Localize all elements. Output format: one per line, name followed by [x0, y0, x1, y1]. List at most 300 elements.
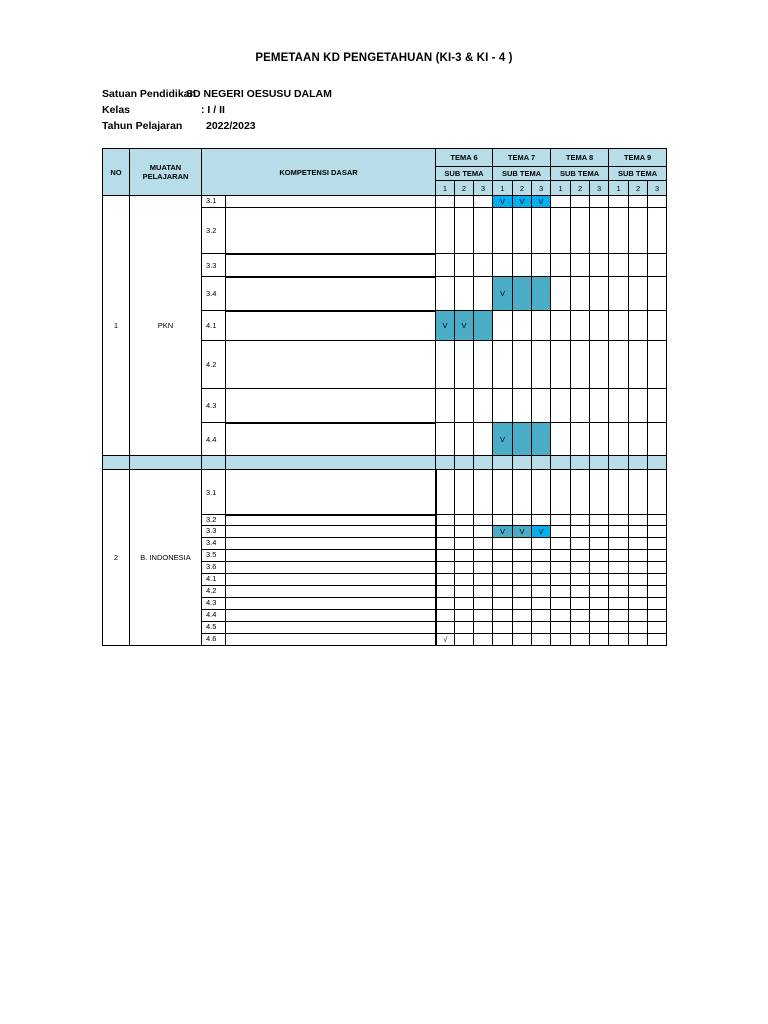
- sub-tema-cell: [590, 550, 609, 562]
- sub-tema-cell: [590, 389, 609, 423]
- sub-tema-cell: [629, 196, 648, 208]
- sub-tema-cell: [551, 550, 571, 562]
- sub-tema-cell: [629, 538, 648, 550]
- kd-number: 3.6: [202, 562, 226, 574]
- sub-tema-cell: [455, 515, 474, 526]
- sub-tema-cell: V: [493, 526, 513, 538]
- sub-tema-cell: [551, 470, 571, 515]
- sub-tema-cell: [629, 562, 648, 574]
- sub-tema-cell: [436, 538, 455, 550]
- sub-tema-cell: [571, 389, 590, 423]
- kd-row: [103, 470, 667, 515]
- sub-tema-cell: [648, 196, 667, 208]
- sub-tema-cell: [629, 389, 648, 423]
- sub-tema-cell: [455, 634, 474, 646]
- sub-tema-cell: [532, 515, 551, 526]
- sub-tema-cell: [532, 254, 551, 277]
- sub-tema-cell: [474, 470, 493, 515]
- separator-cell: [571, 456, 590, 470]
- sub-tema-cell: [629, 470, 648, 515]
- header-kompetensi-dasar: KOMPETENSI DASAR: [202, 149, 436, 196]
- sub-tema-cell: [590, 562, 609, 574]
- kd-number: 4.2: [202, 586, 226, 598]
- sub-tema-cell: [532, 622, 551, 634]
- row-muatan: PKN: [130, 196, 202, 456]
- kd-number: 3.1: [202, 196, 226, 208]
- sub-tema-cell: [455, 574, 474, 586]
- sub-tema-cell: [474, 389, 493, 423]
- value-kelas: : I / II: [201, 104, 225, 116]
- sub-tema-cell: [609, 470, 629, 515]
- sub-tema-cell: [493, 470, 513, 515]
- sub-tema-cell: [609, 634, 629, 646]
- sub-tema-cell: [493, 562, 513, 574]
- sub-tema-cell: [590, 470, 609, 515]
- sub-tema-cell: [532, 208, 551, 254]
- sub-tema-cell: [436, 196, 455, 208]
- sub-tema-cell: V: [436, 311, 455, 341]
- sub-tema-number: 1: [436, 181, 455, 196]
- sub-tema-cell: [609, 598, 629, 610]
- sub-tema-number: 2: [513, 181, 532, 196]
- sub-tema-cell: [493, 389, 513, 423]
- separator-cell: [474, 456, 493, 470]
- kd-number: 4.2: [202, 341, 226, 389]
- sub-tema-cell: [436, 598, 455, 610]
- sub-tema-cell: [590, 634, 609, 646]
- sub-tema-cell: [436, 389, 455, 423]
- sub-tema-cell: [532, 538, 551, 550]
- sub-tema-cell: [629, 550, 648, 562]
- header-tema-9: TEMA 9: [609, 149, 667, 167]
- sub-tema-cell: [513, 562, 532, 574]
- separator-cell: [513, 456, 532, 470]
- sub-tema-cell: [609, 562, 629, 574]
- kd-number: 3.2: [202, 208, 226, 254]
- sub-tema-cell: [474, 515, 493, 526]
- sub-tema-cell: [513, 622, 532, 634]
- sub-tema-cell: [436, 586, 455, 598]
- kd-description: [226, 515, 436, 526]
- sub-tema-cell: [532, 470, 551, 515]
- header-sub-tema: SUB TEMA: [609, 167, 667, 181]
- sub-tema-cell: [648, 586, 667, 598]
- sub-tema-cell: [551, 598, 571, 610]
- kd-number: 4.1: [202, 574, 226, 586]
- page-title: PEMETAAN KD PENGETAHUAN (KI-3 & KI - 4 ): [255, 52, 513, 64]
- sub-tema-cell: [436, 341, 455, 389]
- sub-tema-cell: [455, 598, 474, 610]
- header-sub-tema: SUB TEMA: [551, 167, 609, 181]
- kd-number: 4.6: [202, 634, 226, 646]
- sub-tema-cell: [532, 610, 551, 622]
- sub-tema-cell: [551, 277, 571, 311]
- sub-tema-cell: [455, 622, 474, 634]
- kd-number: 4.1: [202, 311, 226, 341]
- sub-tema-cell: [532, 389, 551, 423]
- sub-tema-cell: [513, 574, 532, 586]
- sub-tema-cell: [551, 389, 571, 423]
- sub-tema-cell: [571, 311, 590, 341]
- sub-tema-cell: V: [455, 311, 474, 341]
- kd-description: [226, 389, 436, 423]
- sub-tema-cell: [648, 389, 667, 423]
- sub-tema-cell: [648, 598, 667, 610]
- sub-tema-cell: [532, 311, 551, 341]
- separator-cell: [226, 456, 436, 470]
- value-satuan-pendidikan: SD NEGERI OESUSU DALAM: [186, 88, 332, 100]
- sub-tema-cell: [648, 470, 667, 515]
- sub-tema-cell: [513, 634, 532, 646]
- sub-tema-cell: [571, 470, 590, 515]
- sub-tema-cell: [571, 423, 590, 456]
- sub-tema-cell: [571, 610, 590, 622]
- sub-tema-cell: [629, 634, 648, 646]
- sub-tema-cell: [590, 526, 609, 538]
- sub-tema-cell: [648, 622, 667, 634]
- sub-tema-cell: [474, 196, 493, 208]
- sub-tema-cell: [493, 610, 513, 622]
- kd-description: [226, 341, 436, 389]
- separator-cell: [202, 456, 226, 470]
- sub-tema-cell: [474, 622, 493, 634]
- sub-tema-cell: [513, 423, 532, 456]
- sub-tema-cell: [571, 538, 590, 550]
- sub-tema-cell: V: [493, 277, 513, 311]
- separator-cell: [103, 456, 130, 470]
- kd-description: [226, 277, 436, 311]
- sub-tema-cell: [493, 538, 513, 550]
- sub-tema-cell: V: [493, 196, 513, 208]
- kd-number: 4.4: [202, 423, 226, 456]
- sub-tema-cell: [436, 515, 455, 526]
- sub-tema-cell: [474, 526, 493, 538]
- sub-tema-cell: [474, 550, 493, 562]
- separator-cell: [590, 456, 609, 470]
- separator-cell: [609, 456, 629, 470]
- sub-tema-number: 1: [493, 181, 513, 196]
- sub-tema-cell: [629, 515, 648, 526]
- sub-tema-cell: [609, 574, 629, 586]
- kd-description: [226, 610, 436, 622]
- sub-tema-cell: [609, 550, 629, 562]
- kd-description: [226, 574, 436, 586]
- sub-tema-cell: [532, 423, 551, 456]
- sub-tema-number: 3: [648, 181, 667, 196]
- kd-mapping-table: [102, 148, 667, 646]
- sub-tema-cell: [455, 586, 474, 598]
- kd-description: [226, 586, 436, 598]
- sub-tema-cell: [436, 574, 455, 586]
- kd-description: [226, 598, 436, 610]
- sub-tema-cell: [551, 526, 571, 538]
- separator-cell: [648, 456, 667, 470]
- kd-description: [226, 254, 436, 277]
- sub-tema-cell: [455, 526, 474, 538]
- kd-description: [226, 634, 436, 646]
- sub-tema-cell: [513, 598, 532, 610]
- sub-tema-cell: √: [436, 634, 455, 646]
- sub-tema-cell: V: [513, 196, 532, 208]
- sub-tema-cell: [609, 277, 629, 311]
- separator-cell: [455, 456, 474, 470]
- sub-tema-cell: [474, 254, 493, 277]
- sub-tema-cell: [513, 610, 532, 622]
- sub-tema-cell: [551, 515, 571, 526]
- sub-tema-cell: [551, 538, 571, 550]
- sub-tema-cell: [532, 586, 551, 598]
- sub-tema-cell: [590, 515, 609, 526]
- group-separator-row: [103, 456, 667, 470]
- separator-cell: [493, 456, 513, 470]
- kd-description: [226, 526, 436, 538]
- sub-tema-cell: [513, 311, 532, 341]
- sub-tema-cell: [474, 311, 493, 341]
- kd-number: 3.4: [202, 538, 226, 550]
- sub-tema-cell: [436, 622, 455, 634]
- sub-tema-cell: [648, 574, 667, 586]
- sub-tema-cell: [609, 254, 629, 277]
- sub-tema-cell: [629, 423, 648, 456]
- sub-tema-cell: [513, 515, 532, 526]
- sub-tema-cell: [551, 574, 571, 586]
- header-tema-7: TEMA 7: [493, 149, 551, 167]
- sub-tema-cell: [551, 196, 571, 208]
- sub-tema-cell: [455, 277, 474, 311]
- sub-tema-cell: [532, 277, 551, 311]
- sub-tema-cell: [513, 538, 532, 550]
- kd-description: [226, 196, 436, 208]
- sub-tema-cell: [493, 311, 513, 341]
- sub-tema-cell: [629, 208, 648, 254]
- kd-number: 3.1: [202, 470, 226, 515]
- sub-tema-cell: [551, 341, 571, 389]
- sub-tema-cell: [513, 389, 532, 423]
- sub-tema-cell: [571, 598, 590, 610]
- sub-tema-cell: [455, 538, 474, 550]
- sub-tema-cell: [436, 470, 455, 515]
- kd-description: [226, 423, 436, 456]
- sub-tema-cell: [609, 311, 629, 341]
- sub-tema-number: 3: [590, 181, 609, 196]
- sub-tema-cell: [629, 574, 648, 586]
- sub-tema-cell: [590, 196, 609, 208]
- sub-tema-cell: [455, 610, 474, 622]
- sub-tema-cell: [629, 254, 648, 277]
- sub-tema-cell: [532, 550, 551, 562]
- sub-tema-cell: [513, 254, 532, 277]
- row-no: 2: [103, 470, 130, 646]
- sub-tema-cell: [493, 622, 513, 634]
- sub-tema-cell: [571, 515, 590, 526]
- kd-number: 4.3: [202, 389, 226, 423]
- sub-tema-cell: [590, 208, 609, 254]
- sub-tema-cell: [436, 254, 455, 277]
- sub-tema-cell: [571, 562, 590, 574]
- sub-tema-cell: [493, 515, 513, 526]
- sub-tema-cell: [493, 550, 513, 562]
- sub-tema-cell: [648, 526, 667, 538]
- sub-tema-cell: [609, 208, 629, 254]
- sub-tema-cell: [571, 196, 590, 208]
- sub-tema-cell: [648, 515, 667, 526]
- kd-description: [226, 538, 436, 550]
- sub-tema-cell: [493, 208, 513, 254]
- sub-tema-cell: [532, 562, 551, 574]
- kd-description: [226, 622, 436, 634]
- kd-number: 3.3: [202, 526, 226, 538]
- sub-tema-cell: [455, 470, 474, 515]
- sub-tema-cell: [571, 341, 590, 389]
- kd-description: [226, 311, 436, 341]
- sub-tema-cell: [474, 538, 493, 550]
- sub-tema-cell: [513, 277, 532, 311]
- sub-tema-cell: [493, 634, 513, 646]
- sub-tema-cell: [474, 562, 493, 574]
- sub-tema-cell: [571, 208, 590, 254]
- sub-tema-cell: [590, 598, 609, 610]
- sub-tema-cell: [609, 610, 629, 622]
- row-no: 1: [103, 196, 130, 456]
- separator-cell: [130, 456, 202, 470]
- sub-tema-cell: [513, 208, 532, 254]
- sub-tema-cell: [551, 562, 571, 574]
- sub-tema-cell: [571, 550, 590, 562]
- sub-tema-cell: [590, 574, 609, 586]
- sub-tema-cell: [455, 341, 474, 389]
- sub-tema-cell: [629, 526, 648, 538]
- sub-tema-cell: [629, 598, 648, 610]
- sub-tema-cell: [493, 254, 513, 277]
- sub-tema-cell: [436, 208, 455, 254]
- kd-number: 4.5: [202, 622, 226, 634]
- sub-tema-cell: [513, 586, 532, 598]
- kd-number: 4.4: [202, 610, 226, 622]
- sub-tema-cell: [513, 341, 532, 389]
- sub-tema-cell: [532, 341, 551, 389]
- sub-tema-cell: [455, 550, 474, 562]
- sub-tema-cell: [474, 423, 493, 456]
- sub-tema-cell: [648, 562, 667, 574]
- kd-number: 3.5: [202, 550, 226, 562]
- sub-tema-cell: [513, 470, 532, 515]
- sub-tema-cell: [590, 254, 609, 277]
- sub-tema-cell: [648, 254, 667, 277]
- value-tahun-pelajaran: 2022/2023: [206, 120, 256, 132]
- sub-tema-cell: [532, 598, 551, 610]
- sub-tema-cell: [590, 341, 609, 389]
- sub-tema-cell: [436, 550, 455, 562]
- sub-tema-cell: [455, 389, 474, 423]
- sub-tema-cell: [571, 254, 590, 277]
- sub-tema-cell: [455, 423, 474, 456]
- kd-description: [226, 550, 436, 562]
- separator-cell: [532, 456, 551, 470]
- sub-tema-cell: [571, 622, 590, 634]
- sub-tema-cell: [474, 634, 493, 646]
- sub-tema-cell: [648, 610, 667, 622]
- sub-tema-cell: [609, 526, 629, 538]
- sub-tema-number: 3: [474, 181, 493, 196]
- sub-tema-cell: [551, 634, 571, 646]
- sub-tema-cell: [609, 389, 629, 423]
- separator-cell: [551, 456, 571, 470]
- sub-tema-cell: [455, 196, 474, 208]
- sub-tema-cell: [590, 622, 609, 634]
- sub-tema-cell: [648, 208, 667, 254]
- sub-tema-cell: [629, 622, 648, 634]
- sub-tema-cell: [551, 586, 571, 598]
- separator-cell: [436, 456, 455, 470]
- sub-tema-cell: [648, 538, 667, 550]
- sub-tema-number: 1: [551, 181, 571, 196]
- sub-tema-cell: [474, 277, 493, 311]
- kd-table-body: [103, 196, 667, 646]
- sub-tema-cell: [629, 341, 648, 389]
- sub-tema-cell: [648, 634, 667, 646]
- sub-tema-number: 2: [455, 181, 474, 196]
- sub-tema-cell: [493, 598, 513, 610]
- sub-tema-cell: [590, 538, 609, 550]
- sub-tema-cell: [474, 610, 493, 622]
- kd-description: [226, 208, 436, 254]
- sub-tema-cell: [436, 526, 455, 538]
- label-satuan-pendidikan: Satuan Pendidikan: [102, 88, 196, 100]
- sub-tema-cell: [474, 574, 493, 586]
- sub-tema-cell: V: [493, 423, 513, 456]
- sub-tema-cell: [551, 610, 571, 622]
- sub-tema-cell: [474, 341, 493, 389]
- sub-tema-cell: [571, 574, 590, 586]
- header-muatan-pelajaran: MUATAN PELAJARAN: [130, 149, 202, 196]
- sub-tema-cell: [436, 277, 455, 311]
- sub-tema-cell: [590, 277, 609, 311]
- sub-tema-cell: [493, 341, 513, 389]
- sub-tema-cell: [513, 550, 532, 562]
- label-tahun-pelajaran: Tahun Pelajaran: [102, 120, 183, 132]
- kd-description: [226, 470, 436, 515]
- sub-tema-cell: [609, 341, 629, 389]
- kd-number: 3.2: [202, 515, 226, 526]
- sub-tema-cell: [590, 423, 609, 456]
- sub-tema-cell: [436, 610, 455, 622]
- sub-tema-cell: [609, 423, 629, 456]
- sub-tema-cell: [609, 622, 629, 634]
- sub-tema-cell: [551, 208, 571, 254]
- label-kelas: Kelas: [102, 104, 131, 116]
- sub-tema-cell: [571, 634, 590, 646]
- sub-tema-number: 1: [609, 181, 629, 196]
- sub-tema-cell: [648, 311, 667, 341]
- sub-tema-cell: [629, 311, 648, 341]
- kd-number: 3.4: [202, 277, 226, 311]
- sub-tema-cell: [609, 196, 629, 208]
- sub-tema-cell: [493, 586, 513, 598]
- sub-tema-cell: [474, 586, 493, 598]
- sub-tema-cell: [571, 526, 590, 538]
- sub-tema-cell: V: [532, 196, 551, 208]
- sub-tema-cell: [629, 586, 648, 598]
- sub-tema-cell: [436, 423, 455, 456]
- sub-tema-cell: [590, 311, 609, 341]
- row-muatan: B. INDONESIA: [130, 470, 202, 646]
- kd-number: 3.3: [202, 254, 226, 277]
- sub-tema-cell: [590, 610, 609, 622]
- sub-tema-cell: [551, 311, 571, 341]
- sub-tema-cell: [629, 610, 648, 622]
- sub-tema-cell: [648, 423, 667, 456]
- sub-tema-cell: [609, 586, 629, 598]
